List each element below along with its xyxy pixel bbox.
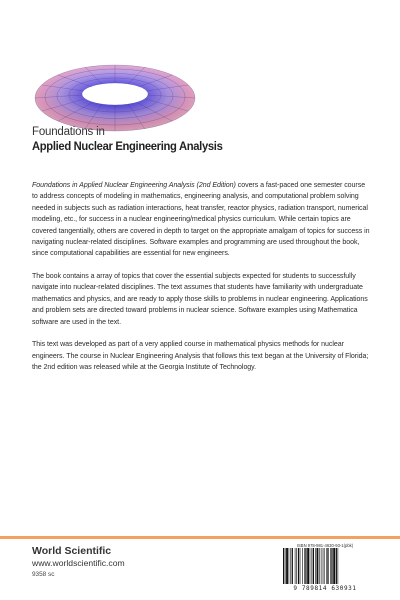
barcode-bar xyxy=(333,548,335,584)
description-paragraph-1-text: covers a fast-paced one semester course to address concepts of modeling in mathematics, engineering analysis, and computational problem solving needed in subjects such as radiation interactions, heat transfer, reactor physics, radiation transport, numerical modeling, etc., for success in a nuclear engineering/medical physics curriculum. While certain topics are covered tangentially, others are covered in depth to target on the appropriate amalgam of topics for success in navigating nuclear-related disciplines. Software examples and programming are used throughout the book, since computational capabilities are essential for new engineers. xyxy=(32,182,370,258)
barcode-bar xyxy=(338,548,339,584)
barcode-bar xyxy=(330,548,331,584)
barcode-bar xyxy=(304,548,305,584)
barcode-bar xyxy=(296,548,297,584)
barcode-bar xyxy=(319,548,320,584)
barcode-bar xyxy=(326,548,327,584)
barcode-bar xyxy=(316,548,318,584)
publisher-name: World Scientific xyxy=(32,545,112,557)
book-title: Applied Nuclear Engineering Analysis xyxy=(32,139,223,153)
description xyxy=(32,180,370,385)
barcode-bar xyxy=(331,548,332,584)
barcode-graphic xyxy=(280,548,370,584)
title-block xyxy=(32,126,372,153)
barcode-bar xyxy=(302,548,303,584)
barcode-bar xyxy=(310,548,311,584)
barcode-bar xyxy=(313,548,314,584)
barcode-block xyxy=(280,543,370,593)
barcode-bar xyxy=(290,548,291,584)
isbn-label: ISBN 978-981-4630-93-1(pbk) xyxy=(296,543,354,548)
barcode-bar xyxy=(283,548,284,584)
barcode-digits: 9 789814 630931 xyxy=(293,585,357,592)
description-paragraph-2: The book contains a array of topics that cover the essential subjects expected for students to successfully navigate into nuclear-related disciplines. The text assumes that students have familiarity with undergraduate mathematics and physics, and are ready to apply those skills to problems in nuclear engineering. Applications and problem sets are directed toward problems in nuclear science. Software examples using Mathematica software are used in the text. xyxy=(32,273,368,326)
barcode-bar xyxy=(328,548,329,584)
barcode-bar xyxy=(323,548,324,584)
barcode-bar xyxy=(307,548,309,584)
book-title-italic: Foundations in Applied Nuclear Engineering Analysis (2nd Edition) xyxy=(32,182,236,189)
description-paragraph-3: This text was developed as part of a very applied course in mathematical physics methods for nuclear engineers. The course in Nuclear Engineering Analysis that follows this text began at the University of Florida; the 2nd edition was released while at the Georgia Institute of Technology. xyxy=(32,341,369,372)
barcode-bar xyxy=(298,548,299,584)
accent-divider xyxy=(0,536,400,539)
description-paragraph-1 xyxy=(32,180,370,260)
barcode-bar xyxy=(321,548,322,584)
series-title: Foundations in xyxy=(32,126,105,138)
barcode-bar xyxy=(324,548,325,584)
barcode-bar xyxy=(305,548,306,584)
barcode-bar xyxy=(312,548,313,584)
barcode-bar xyxy=(286,548,288,584)
barcode-bar xyxy=(295,548,296,584)
catalog-code: 9358 sc xyxy=(32,571,55,578)
barcode-bar xyxy=(289,548,290,584)
barcode-bar xyxy=(292,548,293,584)
barcode-bar xyxy=(336,548,337,584)
barcode-bar xyxy=(300,548,301,584)
publisher-url: www.worldscientific.com xyxy=(32,558,125,568)
publisher-block xyxy=(32,545,232,579)
barcode-bar xyxy=(285,548,286,584)
barcode-bar xyxy=(315,548,316,584)
